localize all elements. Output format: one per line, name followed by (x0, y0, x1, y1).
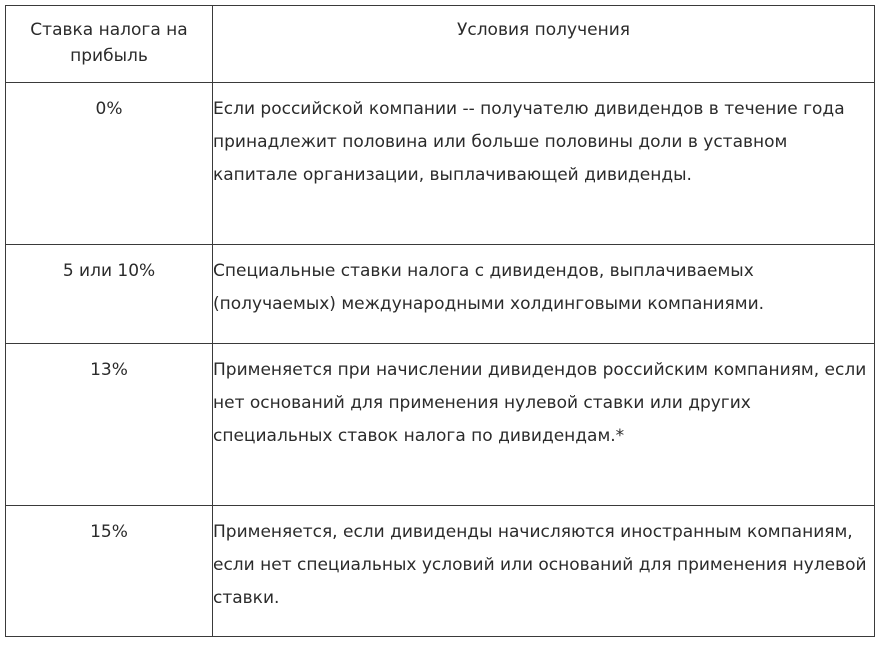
tax-rates-table (5, 5, 875, 637)
rate-cell: 15% (6, 506, 213, 637)
condition-cell: Применяется, если дивиденды начисляются иностранным компаниям, если нет специальных условий или оснований для применения нулевой ставки. (213, 506, 875, 637)
condition-cell: Применяется при начислении дивидендов российским компаниям, если нет оснований для применения нулевой ставки или других специальных ставок налога по дивидендам.* (213, 344, 875, 506)
table-row (6, 83, 875, 245)
table-row (6, 506, 875, 637)
header-conditions-cell: Условия получения (213, 6, 875, 83)
condition-cell: Специальные ставки налога с дивидендов, выплачиваемых (получаемых) международными холдинговыми компаниями. (213, 245, 875, 344)
header-rate-cell: Ставка налога на прибыль (6, 6, 213, 83)
table-row (6, 344, 875, 506)
rate-cell: 13% (6, 344, 213, 506)
condition-cell: Если российской компании -- получателю дивидендов в течение года принадлежит половина или больше половины доли в уставном капитале организации, выплачивающей дивиденды. (213, 83, 875, 245)
rate-cell: 0% (6, 83, 213, 245)
table-row (6, 245, 875, 344)
rate-cell: 5 или 10% (6, 245, 213, 344)
table-header-row (6, 6, 875, 83)
